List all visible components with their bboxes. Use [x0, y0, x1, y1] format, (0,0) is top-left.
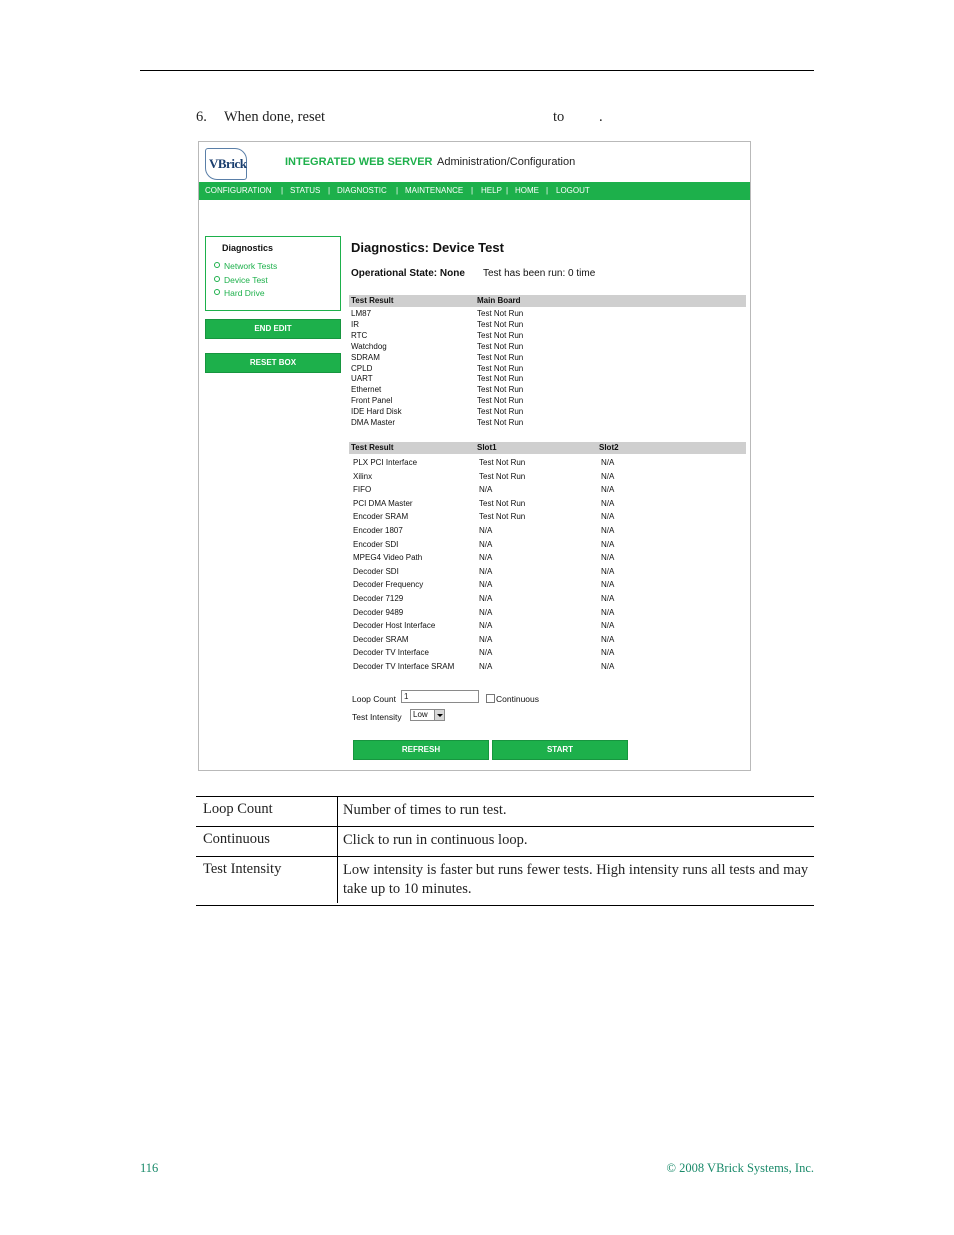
sidebar-item-hard-drive[interactable]: Hard Drive	[214, 288, 265, 298]
table-row-slot2: N/A	[601, 485, 615, 495]
app-subtitle: Administration/Configuration	[437, 156, 576, 168]
table-row-result: Test Not Run	[477, 396, 524, 406]
start-button[interactable]: START	[492, 740, 628, 760]
term: Loop Count	[203, 801, 273, 817]
table-row-test: PLX PCI Interface	[353, 458, 418, 467]
table-row-test: Encoder 1807	[353, 526, 403, 535]
table-row-test: Encoder SRAM	[353, 512, 409, 522]
table-row-slot2: N/A	[601, 539, 615, 549]
loop-count-input[interactable]: 1	[401, 690, 479, 703]
table-row-test: Decoder TV Interface SRAM	[353, 662, 455, 671]
table-row-slot1: N/A	[479, 634, 493, 644]
table-row-slot2: N/A	[601, 498, 615, 508]
table-row-result: Test Not Run	[477, 418, 524, 427]
copyright: © 2008 VBrick Systems, Inc.	[666, 1161, 814, 1175]
description-row	[196, 856, 814, 906]
table-row-result: Test Not Run	[477, 385, 524, 395]
table-row-result: Test Not Run	[477, 309, 524, 318]
nav-diagnostic[interactable]: DIAGNOSTIC	[337, 186, 387, 195]
end-edit-button[interactable]: END EDIT	[205, 319, 341, 339]
term: Test Intensity	[203, 861, 282, 877]
table-row-slot1: N/A	[479, 607, 493, 617]
table-row-slot2: N/A	[601, 566, 615, 576]
bullet-icon	[214, 262, 220, 268]
table-row-slot1: N/A	[479, 566, 493, 576]
table-row-slot1: N/A	[479, 539, 493, 549]
table-row-test: DMA Master	[351, 418, 396, 427]
table-row-test: CPLD	[351, 363, 373, 373]
table-row-slot2: N/A	[601, 634, 615, 644]
nav-home[interactable]: HOME	[515, 186, 539, 195]
definition: Low intensity is faster but runs fewer tests. High intensity runs all tests and may take up to 10 minutes.	[343, 862, 809, 897]
loop-count-label: Loop Count	[352, 694, 396, 704]
field-description-table	[196, 796, 814, 906]
table-row-test: Decoder Frequency	[353, 580, 424, 590]
table-row-test: Decoder 9489	[353, 607, 404, 617]
table-row-test: Encoder SDI	[353, 539, 399, 549]
table-row-result: Test Not Run	[477, 352, 524, 362]
table-row-test: Decoder SRAM	[353, 634, 409, 644]
table-row-slot1: N/A	[479, 594, 493, 603]
table-row-result: Test Not Run	[477, 374, 524, 384]
table-row-slot1: Test Not Run	[479, 458, 526, 467]
diagnostics-sidebar	[205, 236, 341, 311]
page-title: Diagnostics: Device Test	[351, 240, 504, 255]
table-row-test: IR	[351, 319, 359, 329]
test-intensity-label: Test Intensity	[352, 712, 402, 722]
table-row-test: Xilinx	[353, 471, 373, 481]
vbrick-logo: VBrick	[205, 148, 247, 180]
nav-status[interactable]: STATUS	[290, 186, 321, 195]
table-row-test: Decoder TV Interface	[353, 648, 429, 658]
table-row-test: UART	[351, 374, 373, 384]
header-rule	[140, 70, 814, 71]
term: Continuous	[203, 831, 270, 847]
main-board-table-header: Test Result Main Board	[349, 295, 746, 307]
table-row-result: Test Not Run	[477, 341, 524, 351]
table-row-result: Test Not Run	[477, 319, 524, 329]
table-row-slot1: Test Not Run	[479, 471, 526, 481]
table-row-slot1: N/A	[479, 580, 493, 590]
table-row-test: FIFO	[353, 485, 372, 495]
table-row-result: Test Not Run	[477, 363, 524, 373]
continuous-checkbox[interactable]	[486, 694, 495, 703]
table-row-test: IDE Hard Disk	[351, 407, 402, 417]
step-text-to: to	[553, 109, 565, 125]
table-row-test: RTC	[351, 330, 368, 340]
table-row-test: Decoder Host Interface	[353, 621, 436, 631]
table-row-test: PCI DMA Master	[353, 498, 413, 508]
page-number: 116	[140, 1161, 159, 1175]
table-row-slot1: N/A	[479, 648, 493, 658]
reset-box-button[interactable]: RESET BOX	[205, 353, 341, 373]
continuous-label: Continuous	[496, 694, 540, 704]
slot-table-header: Test Result Slot1 Slot2	[349, 442, 746, 454]
description-row	[196, 796, 814, 826]
table-row-slot2: N/A	[601, 580, 615, 590]
table-row-test: LM87	[351, 309, 372, 318]
table-row-slot1: N/A	[479, 526, 493, 535]
table-row-test: MPEG4 Video Path	[353, 553, 423, 563]
run-count-text: Test has been run: 0 time	[483, 268, 596, 279]
bullet-icon	[214, 276, 220, 282]
table-row-test: Watchdog	[351, 341, 387, 351]
table-row-slot2: N/A	[601, 512, 615, 522]
sidebar-item-network-tests[interactable]: Network Tests	[214, 261, 277, 271]
table-row-result: Test Not Run	[477, 330, 524, 340]
table-row-slot2: N/A	[601, 662, 615, 671]
nav-logout[interactable]: LOGOUT	[556, 186, 590, 195]
table-row-slot1: N/A	[479, 662, 493, 671]
table-row-slot1: N/A	[479, 553, 493, 563]
app-title: INTEGRATED WEB SERVER	[285, 156, 433, 168]
table-row-slot1: Test Not Run	[479, 498, 526, 508]
table-row-test: Decoder 7129	[353, 594, 404, 603]
table-row-slot2: N/A	[601, 594, 615, 603]
table-row-result: Test Not Run	[477, 407, 524, 417]
table-row-test: SDRAM	[351, 352, 380, 362]
dropdown-arrow-icon	[434, 710, 444, 720]
table-row-test: Ethernet	[351, 385, 382, 395]
nav-help[interactable]: HELP	[481, 186, 502, 195]
web-server-screenshot	[198, 141, 751, 771]
definition: Number of times to run test.	[343, 802, 507, 818]
table-row-slot2: N/A	[601, 607, 615, 617]
description-row	[196, 826, 814, 856]
nav-configuration[interactable]: CONFIGURATION	[205, 186, 272, 195]
step-text-period: .	[599, 109, 603, 125]
table-row-slot2: N/A	[601, 648, 615, 658]
table-row-slot1: Test Not Run	[479, 512, 526, 522]
table-row-slot2: N/A	[601, 458, 615, 467]
sidebar-heading: Diagnostics	[222, 243, 274, 253]
nav-maintenance[interactable]: MAINTENANCE	[405, 186, 464, 195]
refresh-button[interactable]: REFRESH	[353, 740, 489, 760]
table-row-slot1: N/A	[479, 621, 493, 631]
table-row-slot2: N/A	[601, 553, 615, 563]
table-row-slot1: N/A	[479, 485, 493, 495]
table-row-slot2: N/A	[601, 526, 615, 535]
sidebar-item-device-test[interactable]: Device Test	[214, 275, 268, 285]
step-text: When done, reset	[224, 109, 326, 125]
bullet-icon	[214, 289, 220, 295]
step-number: 6.	[196, 109, 207, 125]
table-row-test: Decoder SDI	[353, 566, 399, 576]
operational-state: Operational State: None	[351, 268, 465, 279]
table-row-slot2: N/A	[601, 621, 615, 631]
definition: Click to run in continuous loop.	[343, 832, 528, 848]
nav-bar: CONFIGURATION | STATUS | DIAGNOSTIC | MAINTENANCE | HELP | HOME | LOGOUT	[199, 182, 750, 200]
test-intensity-select[interactable]: Low	[410, 709, 445, 721]
table-row-test: Front Panel	[351, 396, 393, 406]
table-row-slot2: N/A	[601, 471, 615, 481]
